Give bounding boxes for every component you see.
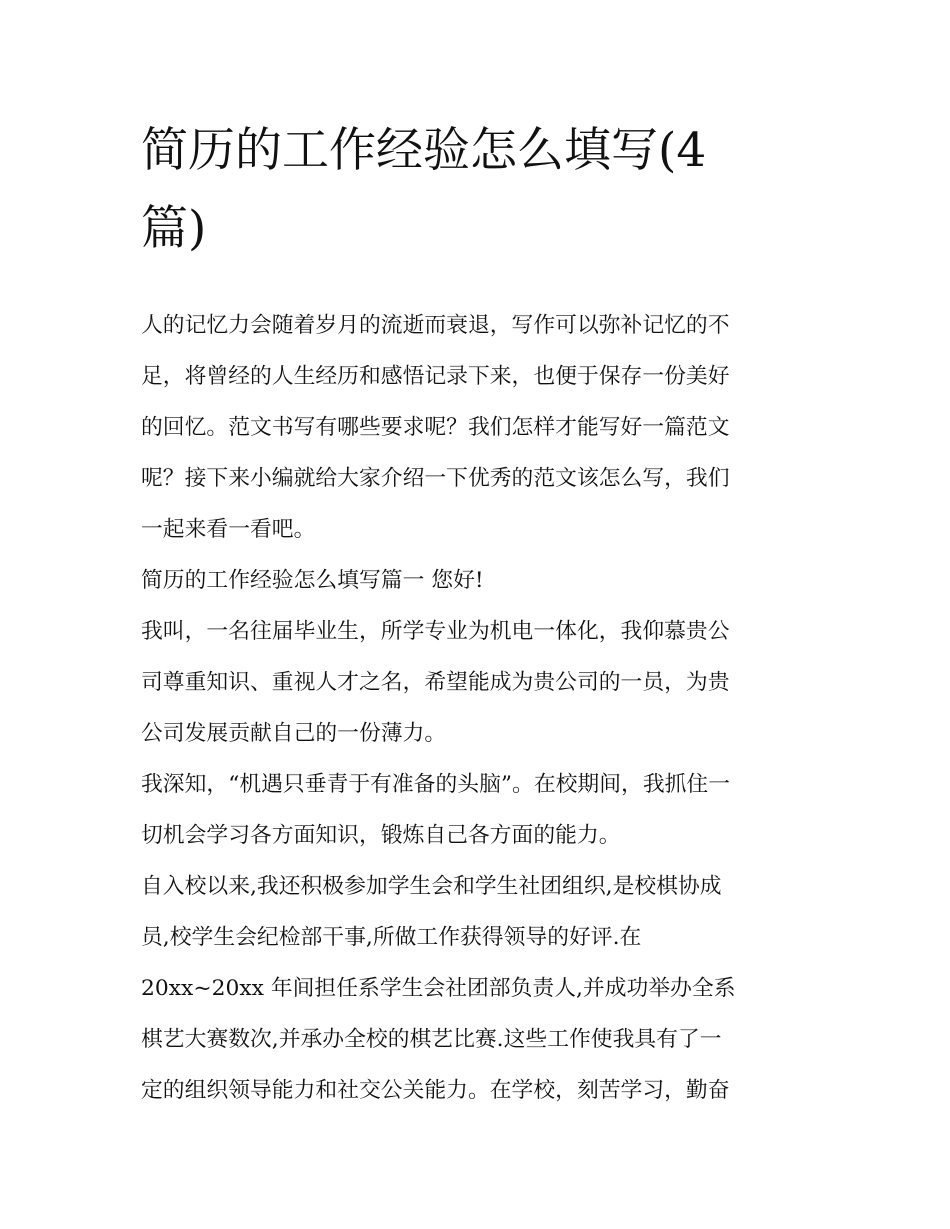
text-line: 20xx~20xx 年间担任系学生会社团部负责人,并成功举办全系: [141, 976, 736, 1001]
activities-paragraph: [141, 861, 813, 1116]
text-line: 我深知，“机遇只垂青于有准备的头脑”。在校期间，我抓住一: [141, 772, 731, 797]
text-line: 员,校学生会纪检部干事,所做工作获得领导的好评.在: [141, 925, 642, 950]
document-title: [141, 112, 781, 268]
text-line: 的回忆。范文书写有哪些要求呢？我们怎样才能写好一篇范文: [141, 415, 730, 440]
text-line: 切机会学习各方面知识，锻炼自己各方面的能力。: [141, 823, 621, 848]
intro-paragraph: [141, 300, 813, 555]
document-content: [141, 112, 813, 1116]
document-body: [141, 300, 813, 1116]
text-line: 定的组织领导能力和社交公关能力。在学校，刻苦学习，勤奋: [141, 1078, 730, 1103]
text-line: 足，将曾经的人生经历和感悟记录下来，也便于保存一份美好: [141, 364, 730, 389]
text-line: 呢？接下来小编就给大家介绍一下优秀的范文该怎么写，我们: [141, 466, 730, 491]
text-line: 人的记忆力会随着岁月的流逝而衰退，写作可以弥补记忆的不: [141, 313, 730, 338]
text-line: 一起来看一看吧。: [141, 517, 316, 542]
section-heading-paragraph: [141, 555, 813, 606]
text-line: 简历的工作经验怎么填写篇一 您好!: [141, 568, 484, 593]
school-paragraph: [141, 759, 813, 861]
introduction-paragraph: [141, 606, 813, 759]
title-line: 篇): [141, 201, 207, 256]
text-line: 我叫，一名往届毕业生，所学专业为机电一体化，我仰慕贵公: [141, 619, 730, 644]
title-line: 简历的工作经验怎么填写(4: [141, 123, 707, 178]
text-line: 公司发展贡献自己的一份薄力。: [141, 721, 447, 746]
text-line: 司尊重知识、重视人才之名，希望能成为贵公司的一员，为贵: [141, 670, 730, 695]
text-line: 棋艺大赛数次,并承办全校的棋艺比赛.这些工作使我具有了一: [141, 1027, 722, 1052]
text-line: 自入校以来,我还积极参加学生会和学生社团组织,是校棋协成: [141, 874, 722, 899]
